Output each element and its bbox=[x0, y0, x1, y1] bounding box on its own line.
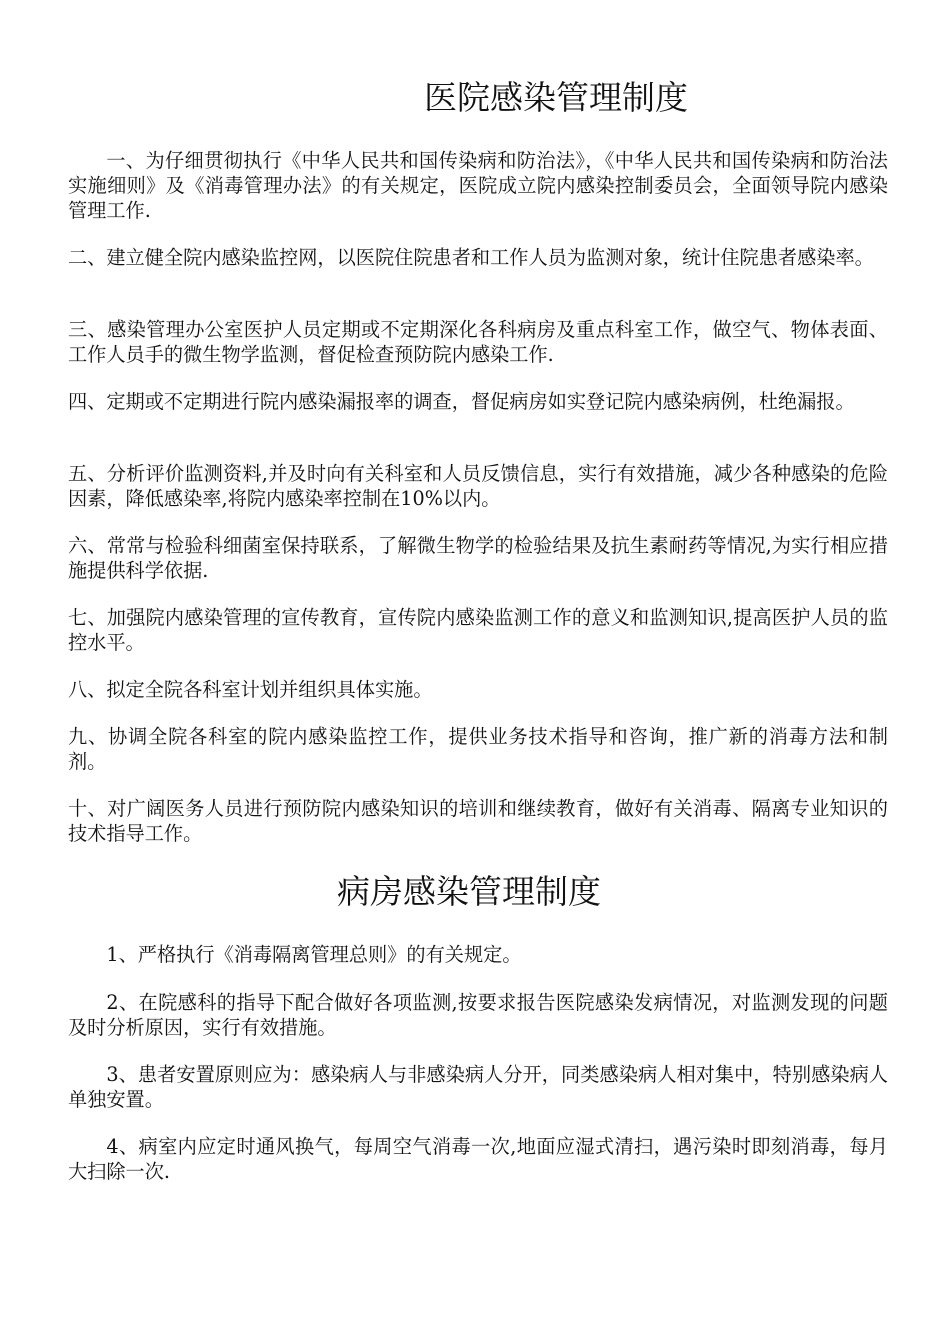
ward-rule-4: 4、病室内应定时通风换气，每周空气消毒一次,地面应湿式清扫，遇污染时即刻消毒，每月大扫除一次. bbox=[68, 1135, 888, 1183]
paragraph-8: 八、拟定全院各科室计划并组织具体实施。 bbox=[68, 678, 433, 701]
paragraph-4: 四、定期或不定期进行院内感染漏报率的调查，督促病房如实登记院内感染病例，杜绝漏报。 bbox=[68, 390, 855, 413]
paragraph-9: 九、协调全院各科室的院内感染监控工作，提供业务技术指导和咨询，推广新的消毒方法和制剂。 bbox=[68, 725, 888, 773]
ward-rule-3: 3、患者安置原则应为：感染病人与非感染病人分开，同类感染病人相对集中，特别感染病人单独安置。 bbox=[68, 1063, 888, 1111]
ward-rule-1: 1、严格执行《消毒隔离管理总则》的有关规定。 bbox=[106, 943, 522, 966]
paragraph-3: 三、感染管理办公室医护人员定期或不定期深化各科病房及重点科室工作，做空气、物体表面、工作人员手的微生物学监测，督促检查预防院内感染工作. bbox=[68, 318, 888, 366]
section-title-hospital-infection: 医院感染管理制度 bbox=[424, 78, 688, 117]
section-title-ward-infection: 病房感染管理制度 bbox=[337, 872, 601, 911]
paragraph-1: 一、为仔细贯彻执行《中华人民共和国传染病和防治法》，《中华人民共和国传染病和防治法实施细则》及《消毒管理办法》的有关规定，医院成立院内感染控制委员会，全面领导院内感染管理工作. bbox=[68, 149, 888, 222]
paragraph-10: 十、对广阔医务人员进行预防院内感染知识的培训和继续教育，做好有关消毒、隔离专业知识的技术指导工作。 bbox=[68, 797, 888, 845]
paragraph-7: 七、加强院内感染管理的宣传教育，宣传院内感染监测工作的意义和监测知识,提高医护人员的监控水平。 bbox=[68, 606, 888, 654]
paragraph-6: 六、常常与检验科细菌室保持联系，了解微生物学的检验结果及抗生素耐药等情况,为实行相应措施提供科学依据. bbox=[68, 534, 888, 582]
ward-rule-2: 2、在院感科的指导下配合做好各项监测,按要求报告医院感染发病情况，对监测发现的问题及时分析原因，实行有效措施。 bbox=[68, 991, 888, 1039]
paragraph-2: 二、建立健全院内感染监控网，以医院住院患者和工作人员为监测对象，统计住院患者感染率。 bbox=[68, 246, 874, 269]
paragraph-5: 五、分析评价监测资料,并及时向有关科室和人员反馈信息，实行有效措施，减少各种感染的危险因素，降低感染率,将院内感染率控制在10%以内。 bbox=[68, 462, 888, 510]
